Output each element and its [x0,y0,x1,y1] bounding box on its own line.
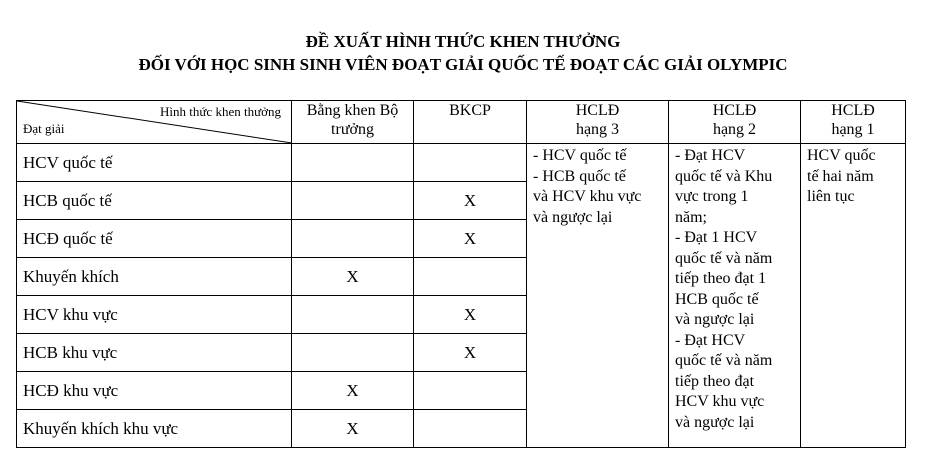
corner-header-top: Hình thức khen thưởng [160,104,281,119]
bang-khen-cell [292,296,414,334]
corner-header-cell [17,101,292,144]
row-label: Khuyến khích [17,258,292,296]
bkcp-cell [414,372,527,410]
hang-2-cell: - Đạt HCV quốc tế và Khu vực trong 1 năm; - Đạt 1 HCV quốc tế và năm tiếp theo đạt 1 HCB quốc tế và ngược lại - Đạt HCV quốc tế và năm tiếp theo đạt HCV khu vực và ngược lại [669,144,801,448]
bang-khen-cell [292,182,414,220]
row-label: HCV khu vực [17,296,292,334]
bang-khen-cell [292,220,414,258]
header-row [17,101,906,144]
header-bkcp: BKCP [414,101,527,144]
bang-khen-cell [292,334,414,372]
header-bang-khen: Bằng khen Bộ trưởng [292,101,414,144]
header-hclđ-hang-3: HCLĐ hạng 3 [527,101,669,144]
row-label: HCĐ khu vực [17,372,292,410]
row-label: HCB quốc tế [17,182,292,220]
bang-khen-cell: X [292,372,414,410]
bang-khen-cell: X [292,410,414,448]
row-label: HCV quốc tế [17,144,292,182]
bkcp-cell: X [414,220,527,258]
header-hclđ-hang-1: HCLĐ hạng 1 [801,101,906,144]
bkcp-cell: X [414,334,527,372]
bkcp-cell: X [414,182,527,220]
title-line-2: ĐỐI VỚI HỌC SINH SINH VIÊN ĐOẠT GIẢI QUỐC TẾ ĐOẠT CÁC GIẢI OLYMPIC [138,55,788,74]
bkcp-cell [414,258,527,296]
row-label: HCB khu vực [17,334,292,372]
row-label: HCĐ quốc tế [17,220,292,258]
award-table [16,100,906,448]
bang-khen-cell: X [292,258,414,296]
header-hclđ-hang-2: HCLĐ hạng 2 [669,101,801,144]
row-label: Khuyến khích khu vực [17,410,292,448]
hang-3-cell: - HCV quốc tế - HCB quốc tế và HCV khu vực và ngược lại [527,144,669,448]
corner-header-bottom: Đạt giải [23,121,65,136]
hang-1-cell: HCV quốc tế hai năm liên tục [801,144,906,448]
table-row [17,144,906,182]
title-line-1: ĐỀ XUẤT HÌNH THỨC KHEN THƯỞNG [305,32,621,51]
bkcp-cell: X [414,296,527,334]
bang-khen-cell [292,144,414,182]
bkcp-cell [414,144,527,182]
bkcp-cell [414,410,527,448]
